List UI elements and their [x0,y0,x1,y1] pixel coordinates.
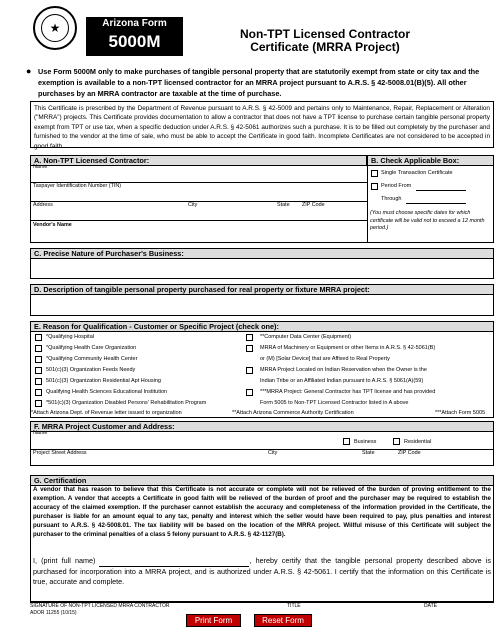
tin-field[interactable] [32,191,365,201]
reason-label: *Qualifying Hospital [46,334,94,340]
certification-text: A vendor that has reason to believe that this Certificate is not accurate or complete will not be relieved of the burden of proving entitlement to the exemption. A vendor that accepts a Certificate in good faith will be relieved of the burden of proof and the purchaser may be required to establish the accuracy of the claimed exemption. If the purchaser cannot establish the accuracy and completeness of the information provided in the Certificate, the purchaser is liable for an amount equal to any tax, penalty and interest which the seller would have been required to pay, plus penalties and interest pursuant to A.R.S. § 42-5008.01. The tax liability will be based on the location of the MRRA project. Willful misuse of this Certificate will subject the purchaser to the criminal penalties of a class 5 felony pursuant to A.R.S. § 42-1127(B). [33,486,491,538]
address-label: Address [33,202,53,208]
project-zip-label: ZIP Code [398,450,421,456]
residential-label: Residential [404,439,432,445]
form-number: 5000M [108,32,161,51]
reason-label: 501(c)(3) Organization Feeds Needy [46,367,136,373]
reason-label: *501(c)(3) Organization Disabled Persons' Rehabilitation Program [46,400,207,406]
reason-label: *Qualifying Community Health Center [46,356,138,362]
reason-label: ***MRRA Project: General Contractor has TPT license and has provided [260,389,436,395]
reset-form-button[interactable]: Reset Form [254,614,312,627]
business-nature-field[interactable] [30,257,494,279]
tin-label: Taxpayer Identification Number (TIN) [33,183,122,189]
reason-checkbox-machinery[interactable] [246,345,253,352]
state-label: State [277,202,290,208]
reason-checkbox-community-health[interactable] [35,356,42,363]
period-checkbox[interactable] [371,183,378,190]
reason-label: Qualifying Health Sciences Educational Institution [46,389,168,395]
section-e-heading: E. Reason for Qualification - Customer or Specific Project (check one): [30,321,494,332]
intro-paragraph: This Certificate is prescribed by the Department of Revenue pursuant to A.R.S. § 42-5009 and pertains only to Maintenance, Repair, Replacement or Alteration ("MRRA") projects. This Certificate provides documentation to allow a contractor that does not have a TPT license to purchase certain tangible personal property exempt from TPT or use tax, when a specific deduction under A.R.S. § 42-5061 authorizes such a purchase. It is to be filled out completely by the purchaser and furnished to the vendor at the time of sale, who must be able to accept the Certificate in good faith. Incomplete Certificates are not considered to be accepted in good faith. [30,101,494,148]
reason-checkbox-feeds-needy[interactable] [35,367,42,374]
section-f-heading: F. MRRA Project Customer and Address: [30,421,494,432]
through-label: Through [381,196,402,202]
title-field[interactable] [287,591,387,602]
reason-checkbox-indian-reservation[interactable] [246,367,253,374]
date-label: DATE [424,603,437,609]
section-b-heading: B. Check Applicable Box: [367,155,494,166]
single-transaction-label: Single Transaction Certificate [381,170,453,176]
contractor-name-label: Name [33,164,48,170]
section-d-heading: D. Description of tangible personal property purchased for real property or fixture MRRA project: [30,284,494,295]
customer-name-label: Name [33,430,48,436]
section-c-heading: C. Precise Nature of Purchaser's Business: [30,248,494,259]
through-field[interactable] [406,203,466,204]
zip-label: ZIP Code [302,202,325,208]
page-title: Non-TPT Licensed Contractor Certificate (MRRA Project) [239,27,410,54]
reason-label: or (M) [Solar Device] that are Affixed to Real Property [260,356,390,362]
address-field[interactable] [32,210,365,220]
footnote-2: **Attach Arizona Commerce Authority Certification [232,410,354,416]
section-g-heading: G. Certification [30,475,494,486]
period-from-field[interactable] [416,190,466,191]
form-label: Arizona Form [86,17,183,31]
project-street-label: Project Street Address [33,450,87,456]
vendor-name-label: Vendor's Name [33,222,72,228]
reason-label: Indian Tribe or an Affiliated Indian pursuant to A.R.S. § 5061(A)(59) [260,378,424,384]
reason-label: MRRA of Machinery or Equipment or other Items in A.R.S. § 42-5061(B) [260,345,436,351]
usage-instruction: Use Form 5000M only to make purchases of tangible personal property that are statutorily exempt from state or city tax and the exemption is available to a non-TPT licensed contractor for an MRRA project pursuant to A.R.S. § 42-5008.01(B)(5). All other purchases by an MRRA contractor are taxable at the time of purchase. [38,67,480,98]
reason-label: Form 5005 to Non-TPT Licensed Contractor listed in A above [260,400,409,406]
reason-checkbox-apt-housing[interactable] [35,378,42,385]
customer-name-field[interactable] [32,437,332,447]
project-state-label: State [362,450,375,456]
full-name-field[interactable] [99,556,249,567]
reason-label: *Qualifying Health Care Organization [46,345,137,351]
bullet-icon: ● [26,66,32,76]
project-city-label: City [268,450,278,456]
business-checkbox[interactable] [343,438,350,445]
form-id: ADOR 11255 (10/15) [30,610,77,616]
reason-checkbox-health-sciences[interactable] [35,389,42,396]
period-note: (You must choose specific dates for which certificate will be valid not to exceed a 12 month period.) [370,210,485,231]
reason-label: 501(c)(3) Organization Residential Apt Housing [46,378,161,384]
footnote-3: ***Attach Form 5005 [435,410,486,416]
footnote-1: *Attach Arizona Dept. of Revenue letter issued to organization [31,410,182,416]
print-form-button[interactable]: Print Form [186,614,241,627]
contractor-name-field[interactable] [32,172,365,182]
property-description-field[interactable] [30,293,494,316]
title-label: TITLE [287,603,301,609]
reason-label: **Computer Data Center (Equipment) [260,334,352,340]
signature-field[interactable] [30,591,270,602]
reason-label: MRRA Project Located on Indian Reservation when the Owner is the [260,367,427,373]
certify-statement: I, (print full name) , hereby certify that the tangible personal property described above is purchased for incorporation into a MRRA project, and is authorized under A.R.S. § 42-5061. I certify that the information on this Certificate is true, accurate and complete. [33,556,492,586]
signature-label: SIGNATURE OF NON-TPT LICENSED MRRA CONTRACTOR [30,603,170,609]
reason-checkbox-rehab[interactable] [35,400,42,407]
reason-checkbox-general-contractor[interactable] [246,389,253,396]
date-field[interactable] [424,591,492,602]
reason-checkbox-hospital[interactable] [35,334,42,341]
section-a-heading: A. Non-TPT Licensed Contractor: [30,155,367,166]
residential-checkbox[interactable] [393,438,400,445]
business-label: Business [354,439,377,445]
period-from-label: Period From [381,183,412,189]
project-address-field[interactable] [32,457,492,465]
city-label: City [188,202,198,208]
reason-checkbox-data-center[interactable] [246,334,253,341]
vendor-name-field[interactable] [32,230,365,241]
arizona-seal-icon: ★ [33,6,77,50]
form-number-box [86,18,183,56]
single-transaction-checkbox[interactable] [371,170,378,177]
reason-checkbox-health-care[interactable] [35,345,42,352]
